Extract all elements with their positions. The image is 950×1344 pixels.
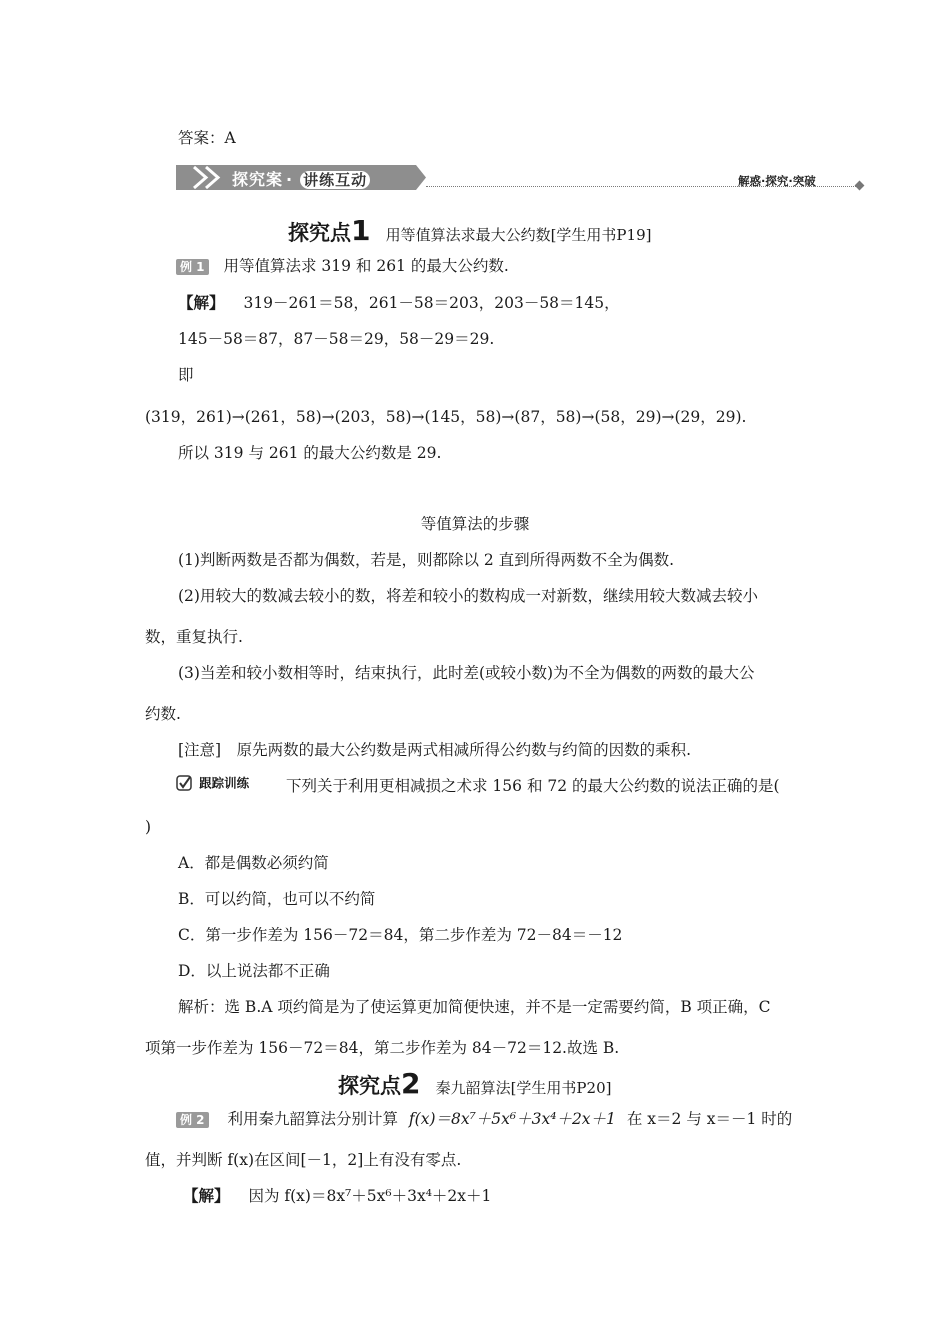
section-1-title: 用等值算法求最大公约数[学生用书P19]	[385, 226, 652, 244]
chevron-icon	[190, 165, 230, 190]
answer-line: 答案：A	[178, 129, 236, 147]
section-1-number: 1	[351, 214, 371, 247]
practice-badge-label: 跟踪训练	[199, 775, 250, 791]
practice-option-a: A．都是偶数必须约简	[178, 854, 329, 872]
example-2-mid: 在 x＝2 与 x＝－1 时的	[626, 1110, 793, 1128]
practice-option-b: B．可以约简，也可以不约简	[178, 890, 376, 908]
example-2-solution-label: 【解】	[183, 1186, 230, 1205]
method-heading: 等值算法的步骤	[420, 515, 530, 533]
example-2-solution-text: 因为 f(x)＝8x⁷＋5x⁶＋3x⁴＋2x＋1	[248, 1187, 492, 1205]
method-step-2b: 数，重复执行.	[145, 628, 243, 646]
section-2-heading	[338, 1067, 611, 1099]
example-2-line2: 值，并判断 f(x)在区间[－1，2]上有没有零点.	[145, 1151, 462, 1169]
practice-analysis-b: 项第一步作差为 156－72＝84，第二步作差为 84－72＝12.故选 B.	[145, 1039, 620, 1057]
practice-badge	[176, 772, 249, 792]
practice-analysis-a: 解析：选 B.A 项约简是为了使运算更加简便快速，并不是一定需要约简，B 项正确，C	[178, 998, 771, 1016]
example-2-function: f(x)＝8x⁷＋5x⁶＋3x⁴＋2x＋1	[408, 1110, 616, 1128]
method-step-1: (1)判断两数是否都为偶数，若是，则都除以 2 直到所得两数不全为偶数.	[178, 551, 675, 569]
example-1-line3: 即	[178, 366, 194, 384]
practice-option-c: C．第一步作差为 156－72＝84，第二步作差为 72－84＝－12	[178, 926, 623, 944]
banner-title	[232, 167, 370, 190]
method-step-3b: 约数.	[145, 705, 181, 723]
practice-question-b: )	[145, 818, 152, 836]
banner-title-text: 探究案	[232, 170, 284, 189]
practice-option-d: D．以上说法都不正确	[178, 962, 330, 980]
example-2-question	[176, 1109, 792, 1129]
practice-question-a: 下列关于利用更相减损之术求 156 和 72 的最大公约数的说法正确的是(	[286, 777, 780, 795]
example-2-prefix: 利用秦九韶算法分别计算	[227, 1110, 398, 1128]
section-2-title: 秦九韶算法[学生用书P20]	[435, 1079, 612, 1097]
example-1-line4: (319，261)→(261，58)→(203，58)→(145，58)→(87，58)→(58，29)→(29，29).	[145, 408, 747, 426]
example-1-question	[176, 256, 509, 276]
section-2-number: 2	[401, 1067, 421, 1100]
example-1-solution-label: 【解】	[178, 293, 225, 312]
example-1-badge: 例 1	[176, 259, 209, 275]
method-step-2a: (2)用较大的数减去较小的数，将差和较小的数构成一对新数，继续用较大数减去较小	[178, 587, 758, 605]
example-1-solution-line1	[178, 293, 620, 313]
method-step-3a: (3)当差和较小数相等时，结束执行，此时差(或较小数)为不全为偶数的两数的最大公	[178, 664, 755, 682]
example-1-question-text: 用等值算法求 319 和 261 的最大公约数.	[223, 257, 509, 275]
section-1-label: 探究点	[288, 221, 351, 245]
section-2-label: 探究点	[338, 1074, 401, 1098]
method-note: [注意] 原先两数的最大公约数是两式相减所得公约数与约简的因数的乘积.	[178, 741, 692, 759]
example-2-solution	[183, 1186, 491, 1206]
example-1-line2: 145－58＝87，87－58＝29，58－29＝29.	[178, 330, 495, 348]
banner-tagline: 解惑·探究·突破	[738, 174, 816, 188]
example-1-line1-text: 319－261＝58，261－58＝203，203－58＝145，	[243, 294, 620, 312]
section-1-heading	[288, 214, 651, 246]
banner-subtitle: 讲练互动	[300, 171, 370, 189]
example-2-badge: 例 2	[176, 1112, 209, 1128]
example-1-conclusion: 所以 319 与 261 的最大公约数是 29.	[178, 444, 442, 462]
banner-dot: ·	[286, 170, 294, 189]
diamond-icon	[855, 181, 865, 191]
checkmark-icon	[176, 775, 194, 791]
